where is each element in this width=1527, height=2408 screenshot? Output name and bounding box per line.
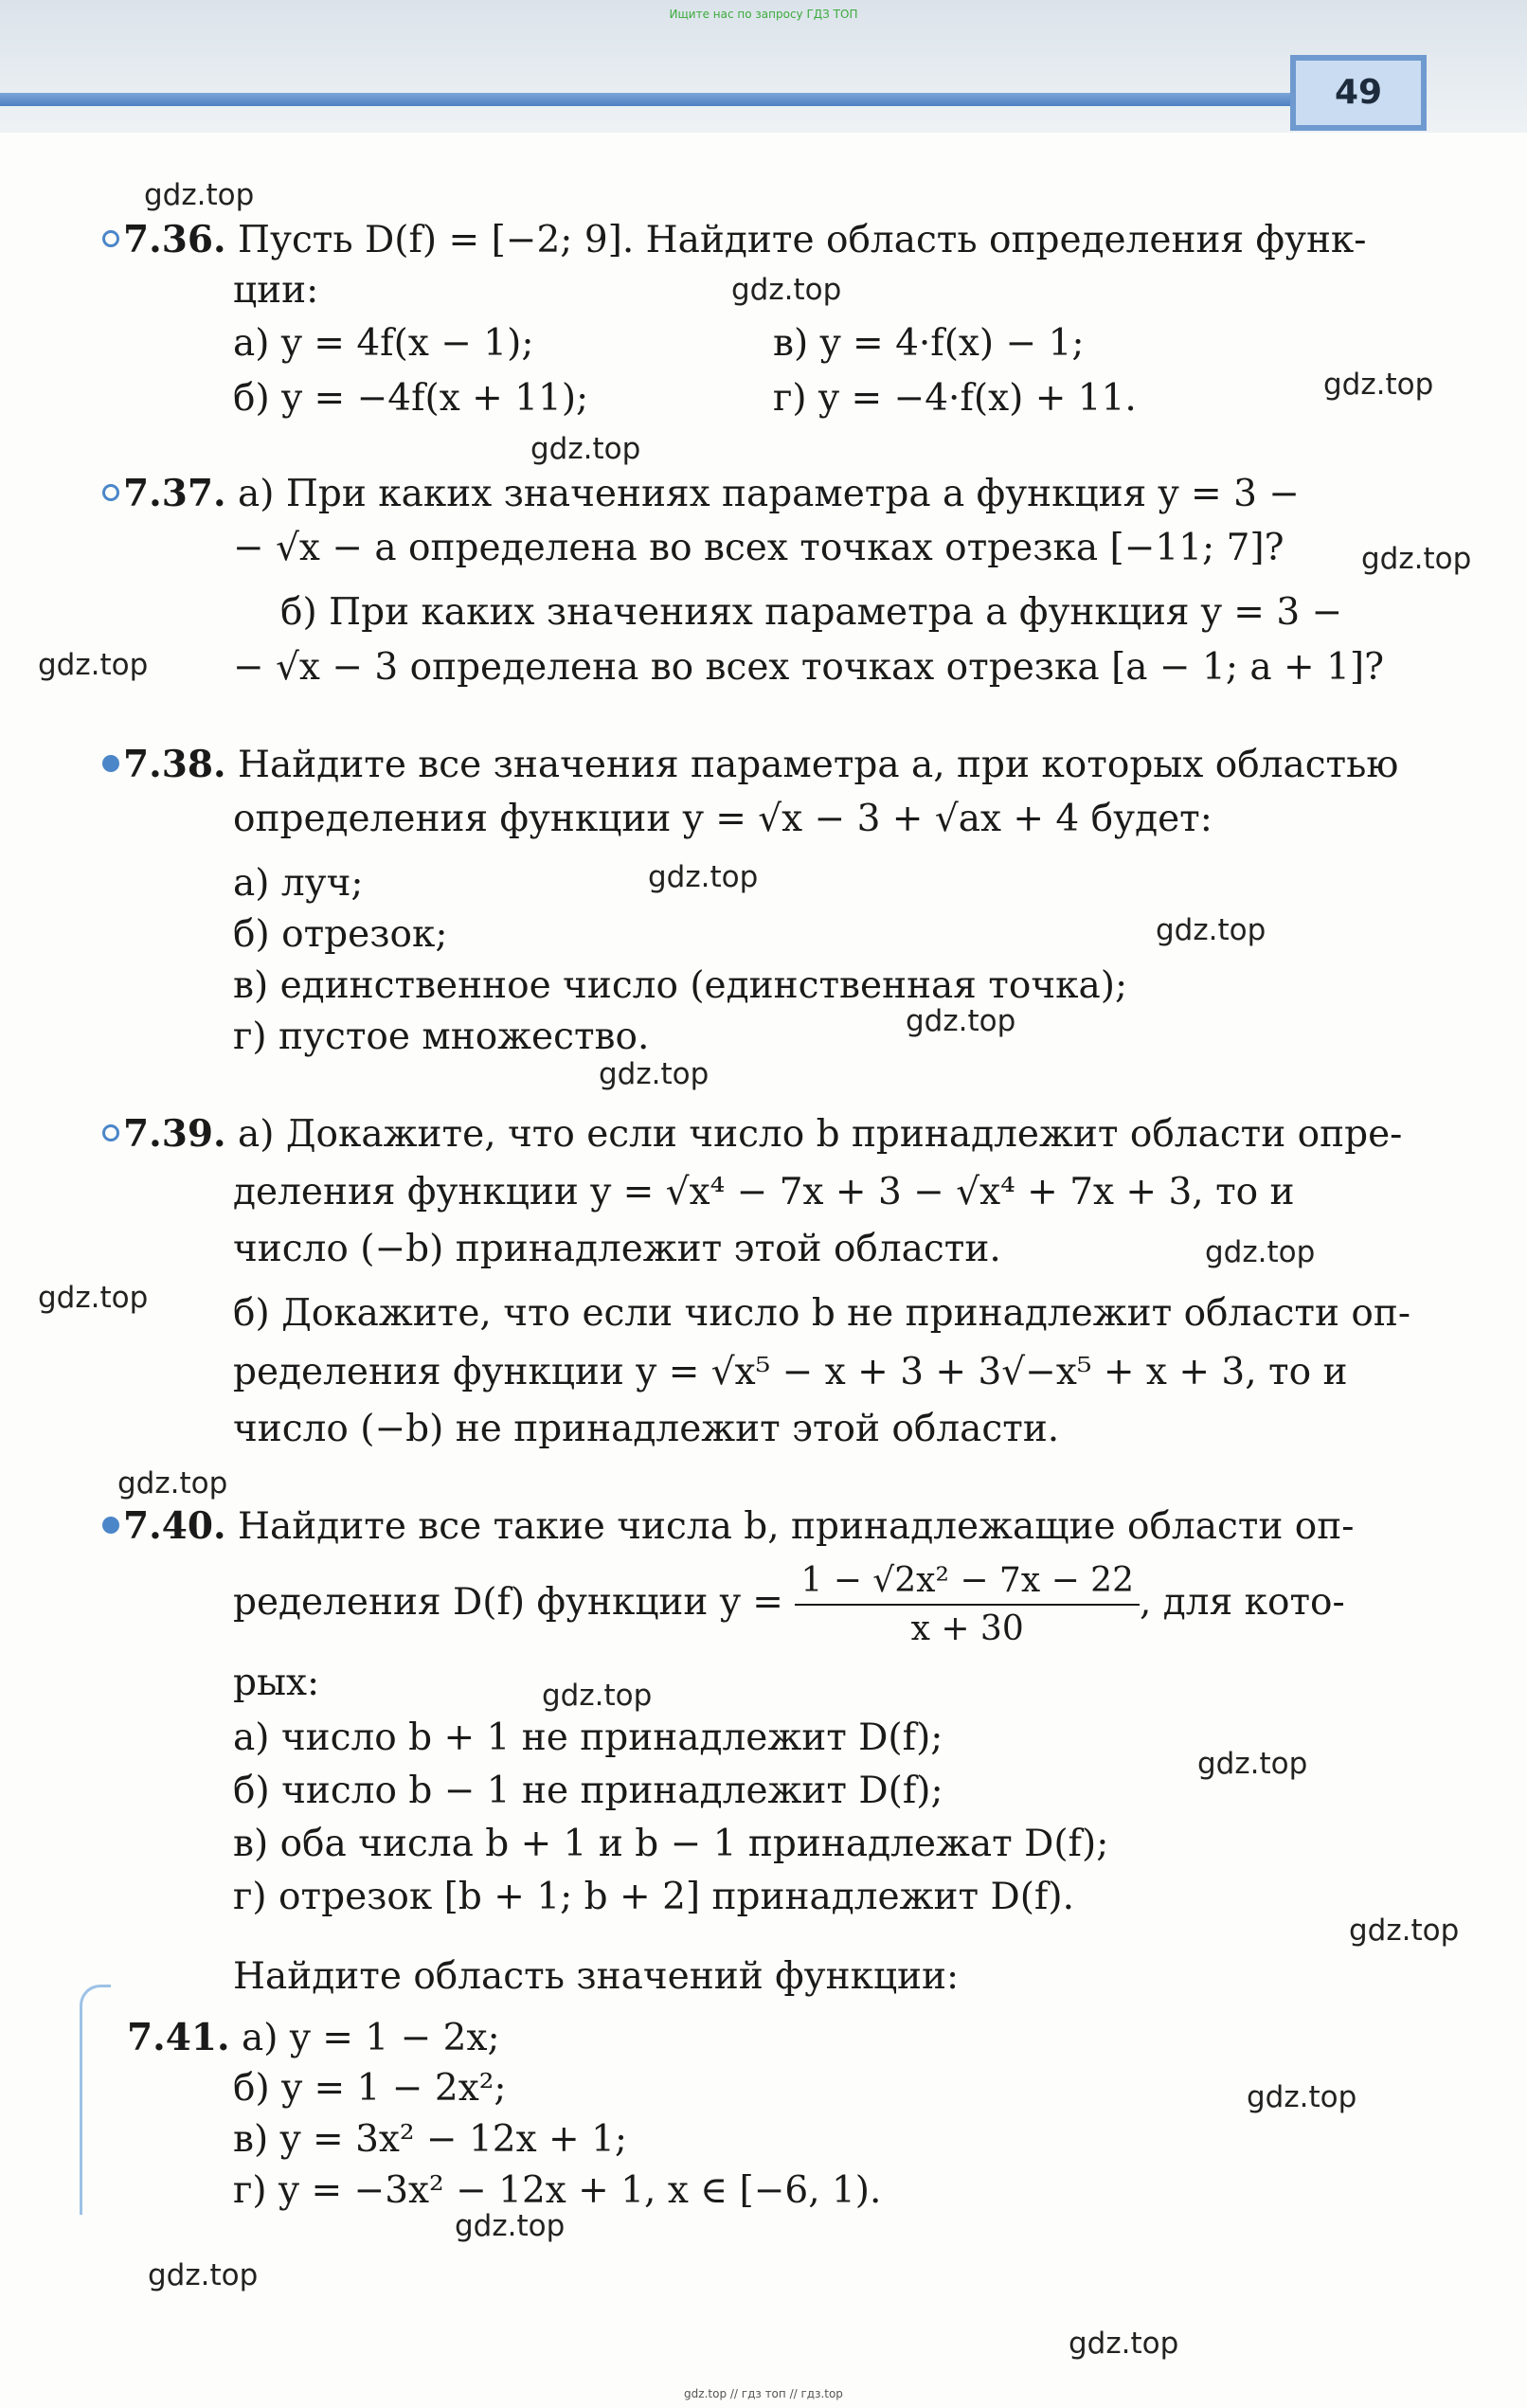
problem-7-37-line-1 (102, 472, 1300, 515)
problem-text: число (−b) не принадлежит этой области. (233, 1408, 1060, 1450)
problem-number: 7.36. (123, 218, 226, 261)
problem-text: определения функции y = √x − 3 + √ax + 4 будет: (233, 798, 1213, 840)
watermark: gdz.top (117, 1466, 228, 1501)
problem-text: число (−b) принадлежит этой области. (233, 1228, 1001, 1270)
problem-option: в) единственное число (единственная точка); (233, 964, 1128, 1007)
watermark: gdz.top (144, 178, 255, 212)
problem-text: Найдите все значения параметра a, при которых областью (237, 744, 1399, 786)
watermark: gdz.top (455, 2209, 566, 2243)
watermark: gdz.top (1205, 1235, 1316, 1269)
watermark: gdz.top (1197, 1747, 1308, 1781)
page-number: 49 (1290, 55, 1427, 131)
problem-option: а) луч; (233, 862, 364, 905)
problem-number: 7.40. (123, 1504, 226, 1548)
fraction-numerator: 1 − √2x² − 7x − 22 (795, 1561, 1140, 1606)
problem-number: 7.41. (127, 2016, 230, 2059)
problem-option: в) y = 3x² − 12x + 1; (233, 2118, 628, 2161)
problem-7-38-line-1 (102, 743, 1398, 786)
level-marker-icon (102, 484, 119, 501)
problem-option: б) число b − 1 не принадлежит D(f); (233, 1770, 943, 1812)
problem-option: б) отрезок; (233, 913, 448, 956)
problem-number: 7.38. (123, 743, 226, 786)
watermark: gdz.top (38, 648, 149, 682)
problem-text: Найдите все такие числа b, принадлежащие области оп- (237, 1505, 1355, 1548)
level-marker-icon (102, 755, 119, 772)
problem-option: б) y = −4f(x + 11); (233, 377, 589, 420)
watermark: gdz.top (1361, 542, 1472, 576)
problem-option: а) y = 4f(x − 1); (233, 322, 534, 365)
problem-text: деления функции y = √x⁴ − 7x + 3 − √x⁴ + 7x + 3, то и (233, 1171, 1295, 1213)
problem-7-36-line-1 (102, 218, 1366, 261)
watermark: gdz.top (599, 1057, 710, 1091)
level-marker-icon (102, 230, 119, 247)
watermark: gdz.top (648, 860, 759, 894)
problem-7-39-line-1 (102, 1112, 1402, 1156)
problem-text: , для кото- (1140, 1581, 1345, 1624)
problem-text: − √x − 3 определена во всех точках отрезка [a − 1; a + 1]? (233, 646, 1385, 689)
top-hint: Ищите нас по запросу ГДЗ ТОП (669, 8, 858, 21)
problem-option: а) y = 1 − 2x; (241, 2017, 500, 2059)
watermark: gdz.top (906, 1004, 1016, 1038)
watermark: gdz.top (530, 432, 641, 466)
problem-text: б) При каких значениях параметра a функция y = 3 − (280, 591, 1343, 634)
problem-option: а) число b + 1 не принадлежит D(f); (233, 1716, 943, 1759)
problem-text: б) Докажите, что если число b не принадлежит области оп- (233, 1292, 1411, 1335)
problem-option: в) y = 4·f(x) − 1; (773, 322, 1085, 365)
level-marker-icon (102, 1517, 119, 1534)
watermark: gdz.top (1069, 2327, 1179, 2361)
problem-number: 7.39. (123, 1112, 226, 1156)
problem-text: а) Докажите, что если число b принадлежит области опре- (237, 1113, 1403, 1156)
level-marker-icon (102, 1124, 119, 1141)
problem-text: рых: (233, 1662, 320, 1704)
problem-text: ции: (233, 269, 319, 312)
watermark: gdz.top (1323, 368, 1434, 402)
watermark: gdz.top (1349, 1914, 1460, 1948)
section-bracket (80, 1985, 111, 2215)
watermark: gdz.top (148, 2258, 259, 2292)
header-rule (0, 93, 1307, 106)
problem-option: в) оба числа b + 1 и b − 1 принадлежат D(f); (233, 1823, 1109, 1865)
problem-text: ределения D(f) функции y = (233, 1581, 783, 1624)
problem-option: г) отрезок [b + 1; b + 2] принадлежит D(f). (233, 1876, 1074, 1918)
section-heading: Найдите область значений функции: (233, 1955, 960, 1998)
problem-option: г) y = −4·f(x) + 11. (773, 377, 1137, 420)
problem-number: 7.37. (123, 472, 226, 515)
bottom-hint: gdz.top // гдз топ // гдз.top (684, 2387, 843, 2400)
fraction-denominator: x + 30 (910, 1609, 1024, 1648)
watermark: gdz.top (731, 273, 842, 307)
watermark: gdz.top (38, 1281, 149, 1315)
problem-option: г) пустое множество. (233, 1015, 650, 1058)
watermark: gdz.top (542, 1679, 653, 1713)
problem-text: Пусть D(f) = [−2; 9]. Найдите область определения функ- (237, 219, 1367, 261)
watermark: gdz.top (1156, 913, 1267, 947)
watermark: gdz.top (1247, 2080, 1357, 2114)
problem-text: − √x − a определена во всех точках отрезка [−11; 7]? (233, 527, 1284, 569)
problem-option: б) y = 1 − 2x²; (233, 2067, 507, 2110)
problem-text: ределения функции y = √x⁵ − x + 3 + 3√−x⁵ + x + 3, то и (233, 1351, 1348, 1393)
problem-text: а) При каких значениях параметра a функция y = 3 − (237, 473, 1300, 515)
problem-option: г) y = −3x² − 12x + 1, x ∈ [−6, 1). (233, 2169, 882, 2212)
problem-7-41-line-1 (127, 2016, 500, 2059)
fraction (795, 1561, 1140, 1648)
problem-7-40-line-1 (102, 1504, 1354, 1548)
problem-text-with-fraction (233, 1561, 1345, 1648)
